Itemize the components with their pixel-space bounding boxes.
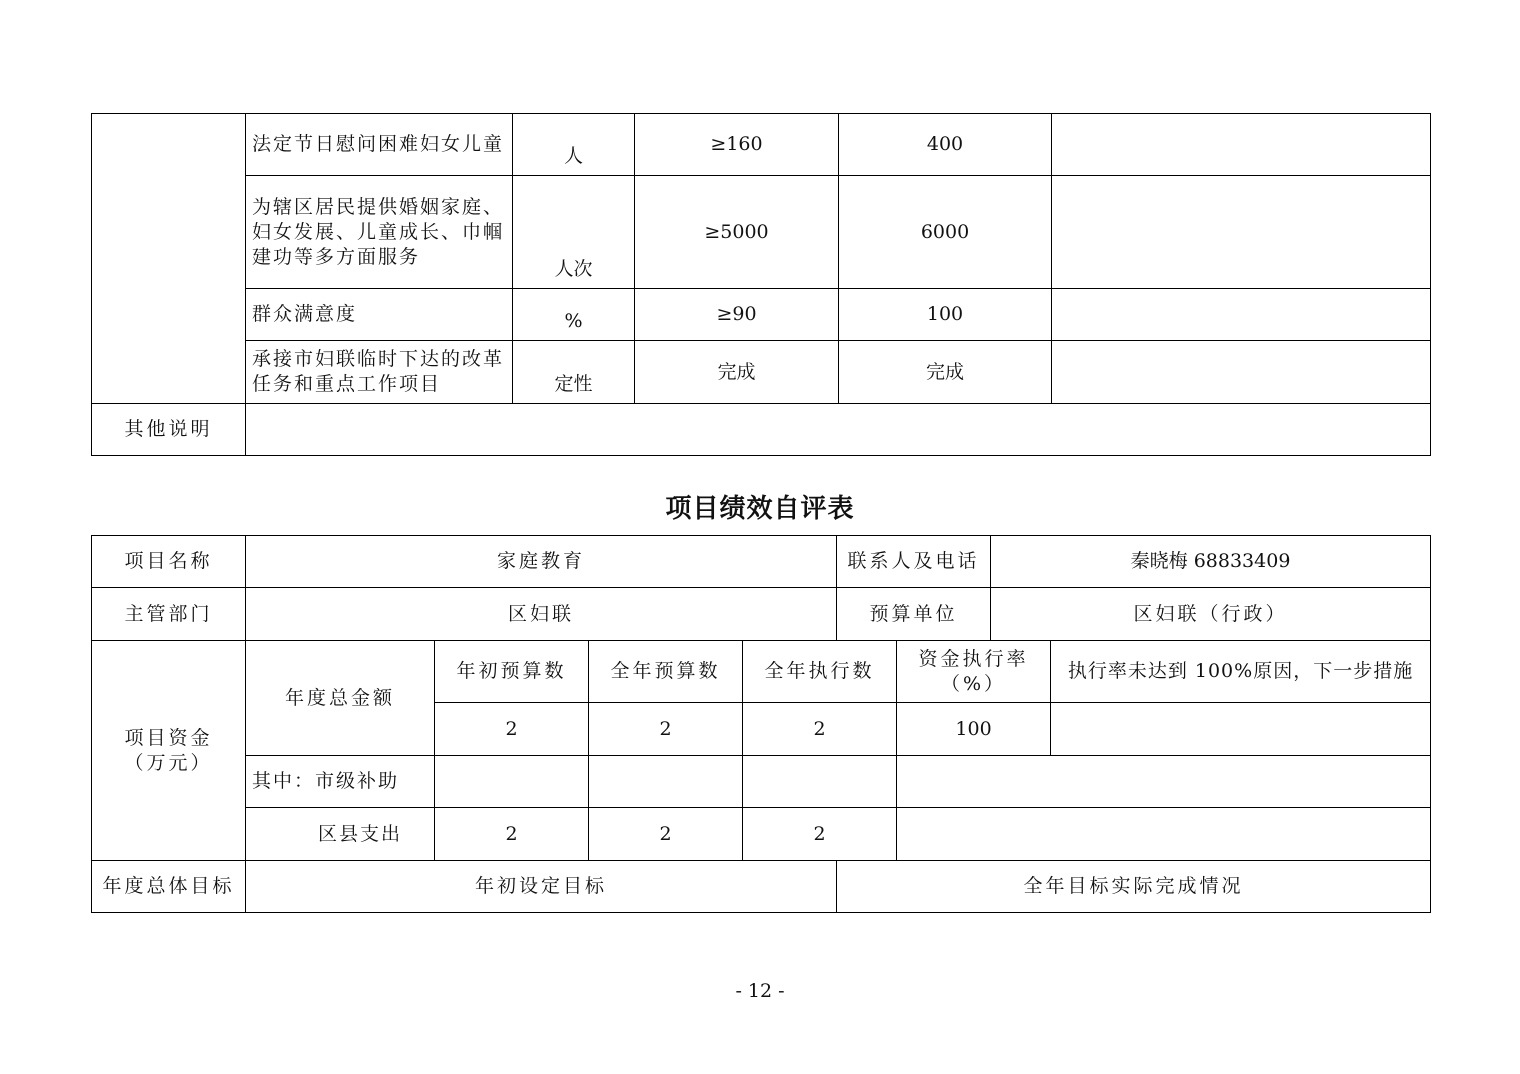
table-row (92, 114, 1431, 176)
table-row (92, 536, 1431, 588)
initial-goal-label: 年初设定目标 (246, 861, 837, 913)
indicator-note (1052, 289, 1431, 341)
indicator-actual: 完成 (839, 341, 1052, 404)
table-row (92, 588, 1431, 641)
project-evaluation-table (91, 535, 1431, 913)
dept-label: 主管部门 (92, 588, 246, 641)
funds-label (92, 641, 246, 861)
indicator-name: 承接市妇联临时下达的改革任务和重点工作项目 (246, 341, 513, 404)
header-annual-execution: 全年执行数 (743, 641, 897, 703)
indicator-unit: 人 (513, 114, 635, 176)
funds-label-line2: （万元） (124, 751, 213, 774)
other-notes-label: 其他说明 (92, 404, 246, 456)
form-title: 项目绩效自评表 (665, 494, 855, 524)
table-row (92, 404, 1431, 456)
city-subsidy-label: 其中：市级补助 (246, 756, 435, 808)
indicator-name: 群众满意度 (246, 289, 513, 341)
indicator-actual: 100 (839, 289, 1052, 341)
table-row (92, 861, 1431, 913)
indicator-table (91, 113, 1431, 456)
indicator-unit: 定性 (513, 341, 635, 404)
indicator-actual: 6000 (839, 176, 1052, 289)
funds-label-line1: 项目资金 (124, 726, 213, 749)
table-row (92, 341, 1431, 404)
table-row (92, 756, 1431, 808)
blank-category-cell (92, 114, 246, 404)
indicator-unit: 人次 (513, 176, 635, 289)
total-reason (1051, 703, 1431, 756)
indicator-note (1052, 114, 1431, 176)
table-row (92, 289, 1431, 341)
other-notes-value (246, 404, 1431, 456)
city-initial-budget (435, 756, 589, 808)
total-annual-budget: 2 (589, 703, 743, 756)
city-blank (897, 756, 1431, 808)
city-annual-execution (743, 756, 897, 808)
indicator-target: 完成 (635, 341, 839, 404)
annual-total-label: 年度总金额 (246, 641, 435, 756)
indicator-note (1052, 341, 1431, 404)
page-number: - 12 - (735, 980, 785, 1002)
table-row (92, 808, 1431, 861)
indicator-name: 为辖区居民提供婚姻家庭、妇女发展、儿童成长、巾帼建功等多方面服务 (246, 176, 513, 289)
city-annual-budget (589, 756, 743, 808)
district-annual-execution: 2 (743, 808, 897, 861)
dept-value: 区妇联 (246, 588, 837, 641)
district-initial-budget: 2 (435, 808, 589, 861)
indicator-target: ≥160 (635, 114, 839, 176)
indicator-unit: % (513, 289, 635, 341)
district-expense-label: 区县支出 (246, 808, 435, 861)
indicator-name: 法定节日慰问困难妇女儿童 (246, 114, 513, 176)
contact-value: 秦晓梅 68833409 (991, 536, 1431, 588)
district-blank (897, 808, 1431, 861)
indicator-target: ≥5000 (635, 176, 839, 289)
header-initial-budget: 年初预算数 (435, 641, 589, 703)
project-name-label: 项目名称 (92, 536, 246, 588)
table-row (92, 176, 1431, 289)
actual-completion-label: 全年目标实际完成情况 (837, 861, 1431, 913)
contact-label: 联系人及电话 (837, 536, 991, 588)
header-reason: 执行率未达到 100%原因，下一步措施 (1051, 641, 1431, 703)
budget-unit-label: 预算单位 (837, 588, 991, 641)
total-initial-budget: 2 (435, 703, 589, 756)
table-row (92, 641, 1431, 703)
indicator-note (1052, 176, 1431, 289)
total-execution-rate: 100 (897, 703, 1051, 756)
header-annual-budget: 全年预算数 (589, 641, 743, 703)
indicator-actual: 400 (839, 114, 1052, 176)
budget-unit-value: 区妇联（行政） (991, 588, 1431, 641)
indicator-target: ≥90 (635, 289, 839, 341)
annual-goal-label: 年度总体目标 (92, 861, 246, 913)
total-annual-execution: 2 (743, 703, 897, 756)
header-execution-rate: 资金执行率（%） (897, 641, 1051, 703)
district-annual-budget: 2 (589, 808, 743, 861)
project-name-value: 家庭教育 (246, 536, 837, 588)
